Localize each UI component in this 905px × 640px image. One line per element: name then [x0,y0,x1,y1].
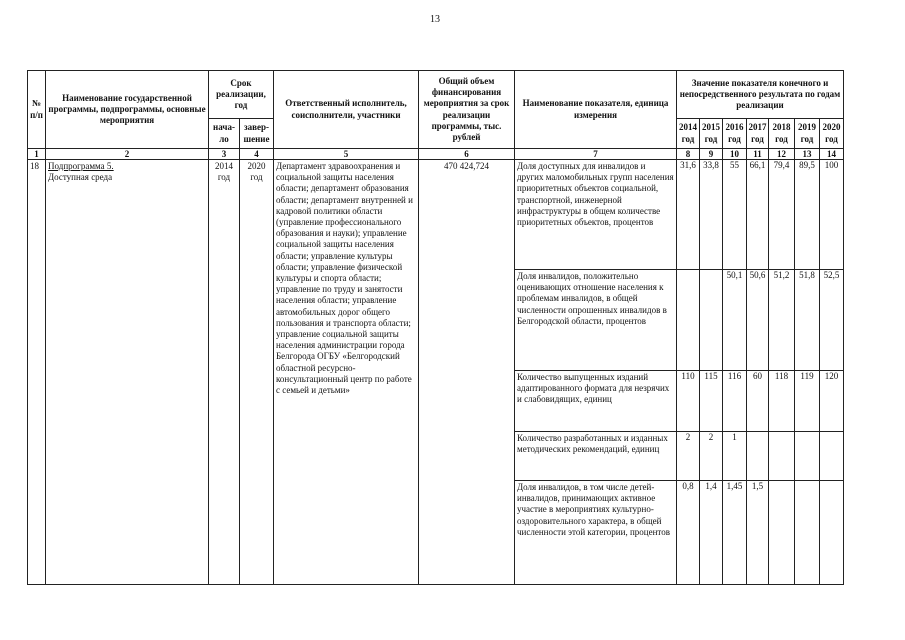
header-name: Наименование государственной программы, подпрограммы, основные мероприятия [46,71,209,149]
indicator-value: 119 [795,371,820,432]
col-number: 2 [46,149,209,160]
header-end: завер-шение [240,119,274,149]
subprogram-cell [46,160,209,585]
indicator-name: Доля инвалидов, положительно оценивающих отношение населения к проблемам инвалидов, в общей численности опрошенных инвалидов в Белгородской области, процентов [515,270,677,371]
indicator-value [820,481,844,585]
indicator-value: 115 [700,371,723,432]
indicator-value: 2 [700,432,723,481]
header-responsible: Ответственный исполнитель, соисполнители, участники [274,71,419,149]
start-year: 2014 год [209,160,240,585]
indicator-value: 79,4 [769,160,795,270]
responsible-executors: Департамент здравоохранения и социальной защиты населения области; департамент образования области; департамент внутренней и кадровой политики области (управление профессионального образования и науки); управление социальной защиты населения области; управление культуры области; управление физической культуры и спорта области; управление по труду и занятости населения области; управление автомобильных дорог общего пользования и транспорта области; управление социальной защиты населения администрации города Белгорода ОГБУ «Белгородский областной ресурсно-консультационный центр по работе с семьей и детьми» [274,160,419,585]
col-number: 9 [700,149,723,160]
col-number: 13 [795,149,820,160]
header-year: 2016 год [723,119,747,149]
col-number: 11 [747,149,769,160]
col-number: 5 [274,149,419,160]
indicator-value: 120 [820,371,844,432]
indicator-value: 31,6 [677,160,700,270]
col-number: 1 [28,149,46,160]
header-no: № п/п [28,71,46,149]
indicator-value [795,481,820,585]
indicator-value: 118 [769,371,795,432]
col-number: 4 [240,149,274,160]
indicator-value: 89,5 [795,160,820,270]
indicator-value: 0,8 [677,481,700,585]
col-number: 14 [820,149,844,160]
indicator-value: 51,8 [795,270,820,371]
indicator-name: Доля инвалидов, в том числе детей-инвалидов, принимающих активное участие в мероприятиях культурно-оздоровительного характера, в общей численности этой категории, процентов [515,481,677,585]
col-number: 3 [209,149,240,160]
indicator-value: 1 [723,432,747,481]
header-term: Срок реализации, год [209,71,274,119]
indicator-value: 1,5 [747,481,769,585]
header-year: 2017 год [747,119,769,149]
indicator-value: 1,4 [700,481,723,585]
subprogram-name: Доступная среда [48,172,113,183]
col-number: 10 [723,149,747,160]
indicator-value [769,481,795,585]
header-indicator: Наименование показателя, единица измерения [515,71,677,149]
indicator-value [747,432,769,481]
indicator-value [677,270,700,371]
indicator-name: Количество разработанных и изданных методических рекомендаций, единиц [515,432,677,481]
col-number: 7 [515,149,677,160]
indicator-value: 116 [723,371,747,432]
indicator-value: 2 [677,432,700,481]
indicator-value: 66,1 [747,160,769,270]
indicator-value: 110 [677,371,700,432]
col-number: 12 [769,149,795,160]
indicator-value: 51,2 [769,270,795,371]
header-year: 2014 год [677,119,700,149]
row-number: 18 [28,160,46,585]
financing-total: 470 424,724 [419,160,515,585]
program-table [27,70,844,585]
indicator-value [820,432,844,481]
page-number: 13 [430,14,440,25]
indicator-value [769,432,795,481]
table-row [28,160,844,270]
col-number: 6 [419,149,515,160]
col-number: 8 [677,149,700,160]
indicator-value: 52,5 [820,270,844,371]
indicator-value: 60 [747,371,769,432]
end-year: 2020 год [240,160,274,585]
indicator-value: 50,6 [747,270,769,371]
header-financing: Общий объем финансирования мероприятия за срок реализации программы, тыс. рублей [419,71,515,149]
indicator-value: 55 [723,160,747,270]
header-values: Значение показателя конечного и непосредственного результата по годам реализации [677,71,844,119]
indicator-value: 1,45 [723,481,747,585]
header-year: 2015 год [700,119,723,149]
column-number-row [28,149,844,160]
indicator-value: 33,8 [700,160,723,270]
header-year: 2019 год [795,119,820,149]
subprogram-title: Подпрограмма 5. [48,161,114,171]
indicator-value: 100 [820,160,844,270]
indicator-value [700,270,723,371]
indicator-value: 50,1 [723,270,747,371]
indicator-value [795,432,820,481]
header-year: 2020 год [820,119,844,149]
header-start: нача-ло [209,119,240,149]
indicator-name: Количество выпущенных изданий адаптированного формата для незрячих и слабовидящих, единиц [515,371,677,432]
indicator-name: Доля доступных для инвалидов и других маломобильных групп населения приоритетных объектов социальной, транспортной, инженерной инфраструктуры в общем количестве приоритетных объектов, процентов [515,160,677,270]
header-year: 2018 год [769,119,795,149]
